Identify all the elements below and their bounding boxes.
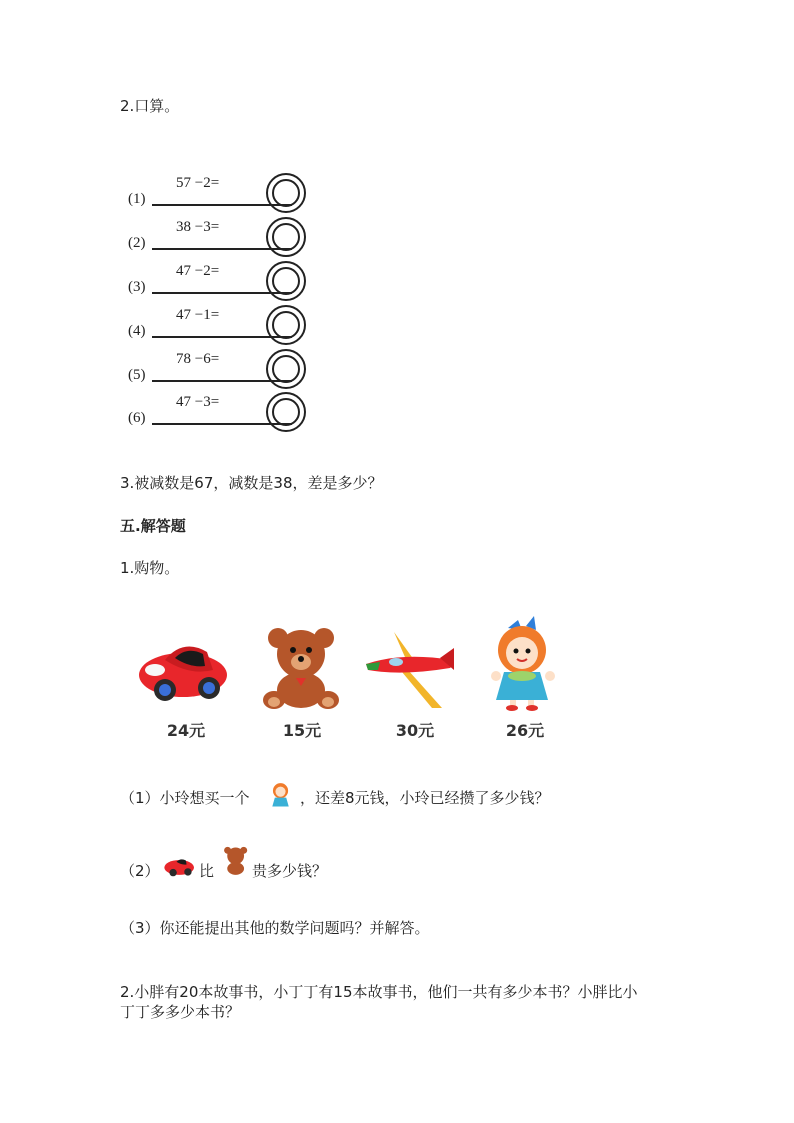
- price-label: 24元: [166, 721, 206, 740]
- calc-index: (1): [128, 191, 146, 207]
- subq2-text-c: 贵多少钱？: [252, 862, 328, 880]
- answer-circle-inner: [272, 267, 300, 295]
- price-label: 30元: [395, 721, 435, 740]
- price-label: 26元: [505, 721, 545, 740]
- books-question-line2: 丁丁多多少本书？: [120, 1003, 241, 1021]
- toy-plane-icon: [362, 630, 457, 710]
- subq2-text-b: 比: [199, 862, 215, 880]
- calc-expression: 47 −1=: [176, 307, 220, 323]
- doll-icon: [486, 616, 561, 711]
- answer-circle-inner: [272, 311, 300, 339]
- calc-index: (5): [128, 367, 146, 383]
- toy-car-icon: [135, 630, 230, 705]
- doll-icon: [266, 780, 296, 810]
- calc-row-1: [128, 175, 318, 219]
- calc-row-6: [128, 394, 318, 438]
- calc-expression: 47 −3=: [176, 394, 220, 410]
- teddy-bear-icon: [262, 626, 342, 711]
- shopping-title: 1.购物。: [120, 559, 180, 577]
- subq2-text-a: （2）: [120, 862, 160, 880]
- calc-expression: 38 −3=: [176, 219, 220, 235]
- answer-circle-inner: [272, 223, 300, 251]
- answer-circle-inner: [272, 355, 300, 383]
- price-label: 15元: [282, 721, 322, 740]
- calc-row-2: [128, 219, 318, 263]
- calc-expression: 47 −2=: [176, 263, 220, 279]
- calc-row-4: [128, 307, 318, 351]
- calc-expression: 78 −6=: [176, 351, 220, 367]
- subq1-text-b: ，还差8元钱，小玲已经攒了多少钱？: [300, 789, 550, 807]
- q3-question: 3.被减数是67，减数是38，差是多少？: [120, 474, 383, 492]
- answer-circle-inner: [272, 398, 300, 426]
- subq3-text: （3）你还能提出其他的数学问题吗？并解答。: [120, 919, 430, 937]
- subq1-text-a: （1）小玲想买一个: [120, 789, 250, 807]
- teddy-bear-icon: [222, 846, 250, 876]
- answer-circle-inner: [272, 179, 300, 207]
- toy-car-icon: [163, 852, 195, 878]
- calc-index: (2): [128, 235, 146, 251]
- calc-expression: 57 −2=: [176, 175, 220, 191]
- calc-index: (3): [128, 279, 146, 295]
- calc-row-3: [128, 263, 318, 307]
- calc-index: (4): [128, 323, 146, 339]
- q2-title: 2.口算。: [120, 97, 180, 115]
- calc-index: (6): [128, 410, 146, 426]
- section-title: 五.解答题: [120, 517, 186, 535]
- calc-row-5: [128, 351, 318, 395]
- books-question-line1: 2.小胖有20本故事书，小丁丁有15本故事书，他们一共有多少本书？小胖比小: [120, 983, 638, 1001]
